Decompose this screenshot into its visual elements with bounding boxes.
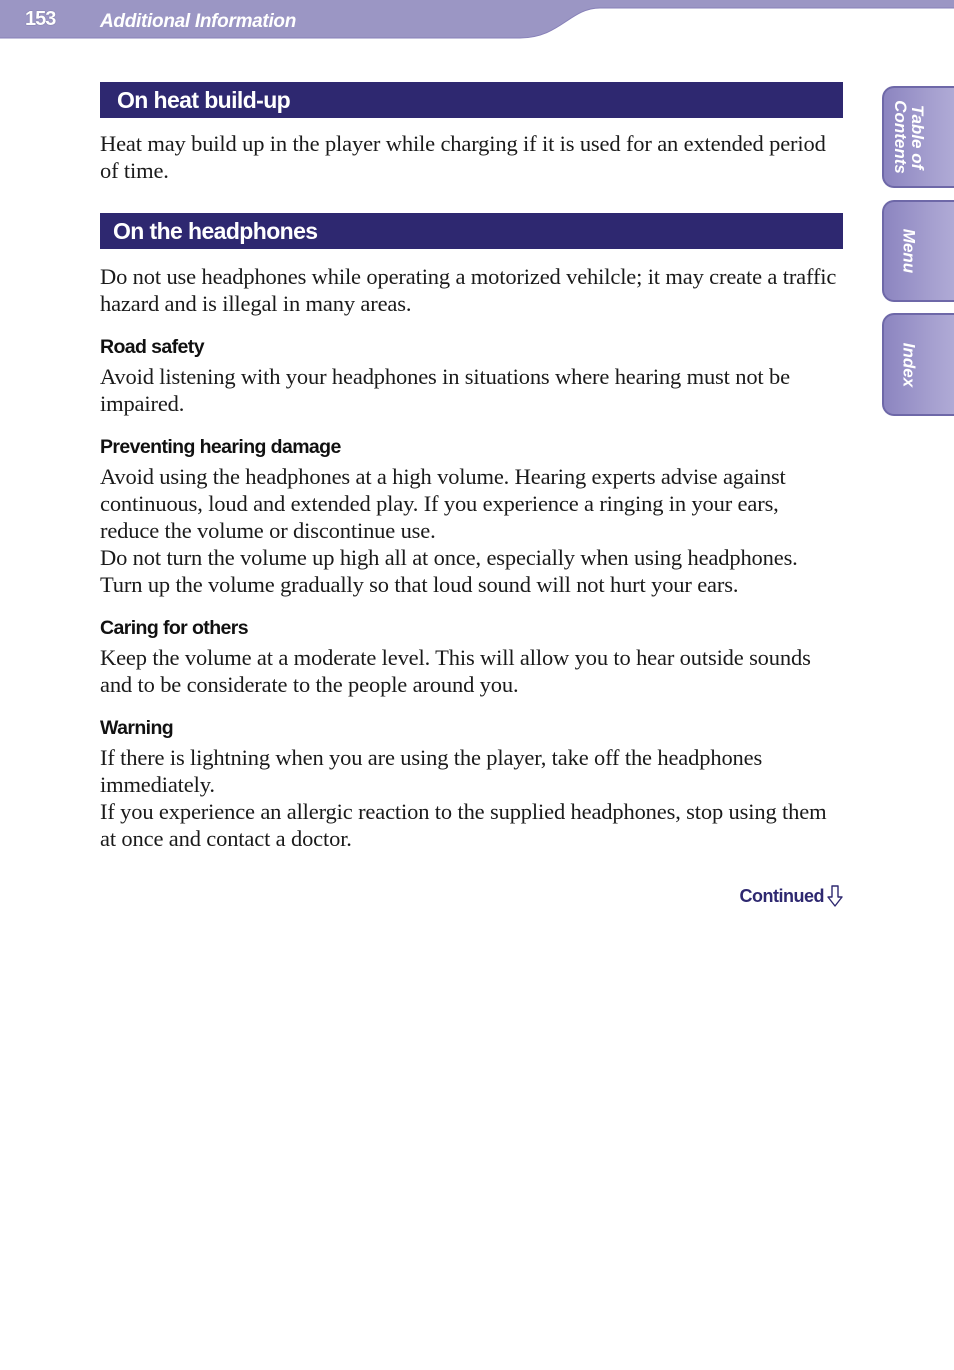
tab-table-of-contents[interactable]	[882, 86, 954, 188]
section-title-heat: On heat build-up	[100, 82, 843, 118]
hearing-damage-heading: Preventing hearing damage	[100, 436, 341, 458]
hearing-damage-body-2: Do not turn the volume up high all at once, especially when using headphones. Turn up the volume gradually so that loud sound will not hurt your ears.	[100, 545, 798, 597]
road-safety-body: Avoid listening with your headphones in situations where hearing must not be impaired.	[100, 364, 790, 416]
headphones-body: Do not use headphones while operating a motorized vehilcle; it may create a traffic hazard and is illegal in many areas.	[100, 264, 837, 316]
tab-menu[interactable]	[882, 200, 954, 302]
tab-index[interactable]	[882, 313, 954, 416]
tab-index-label: Index	[899, 342, 919, 387]
road-safety-heading: Road safety	[100, 336, 204, 358]
section-name: Additional Information	[100, 11, 297, 32]
down-arrow-icon	[827, 885, 843, 907]
caring-for-others-body: Keep the volume at a moderate level. This will allow you to hear outside sounds and to be considerate to the people around you.	[100, 645, 811, 697]
section-title-headphones: On the headphones	[100, 213, 843, 249]
continued-label: Continued	[739, 885, 824, 906]
heat-body: Heat may build up in the player while charging if it is used for an extended period of time.	[100, 131, 826, 183]
page-number: 153	[25, 8, 56, 30]
tab-menu-label: Menu	[899, 228, 919, 274]
warning-body-2: If you experience an allergic reaction to the supplied headphones, stop using them at once and contact a doctor.	[100, 799, 827, 851]
hearing-damage-body-1: Avoid using the headphones at a high volume. Hearing experts advise against continuous, loud and extended play. If you experience a ringing in your ears, reduce the volume or discontinue use.	[100, 464, 786, 543]
page-header	[0, 0, 954, 40]
warning-heading: Warning	[100, 717, 174, 739]
caring-for-others-heading: Caring for others	[100, 617, 248, 639]
tab-toc-label: Table of Contents	[891, 100, 927, 174]
warning-body-1: If there is lightning when you are using the player, take off the headphones immediately.	[100, 745, 763, 797]
main-content	[100, 82, 843, 906]
continued-link[interactable]	[740, 885, 843, 907]
